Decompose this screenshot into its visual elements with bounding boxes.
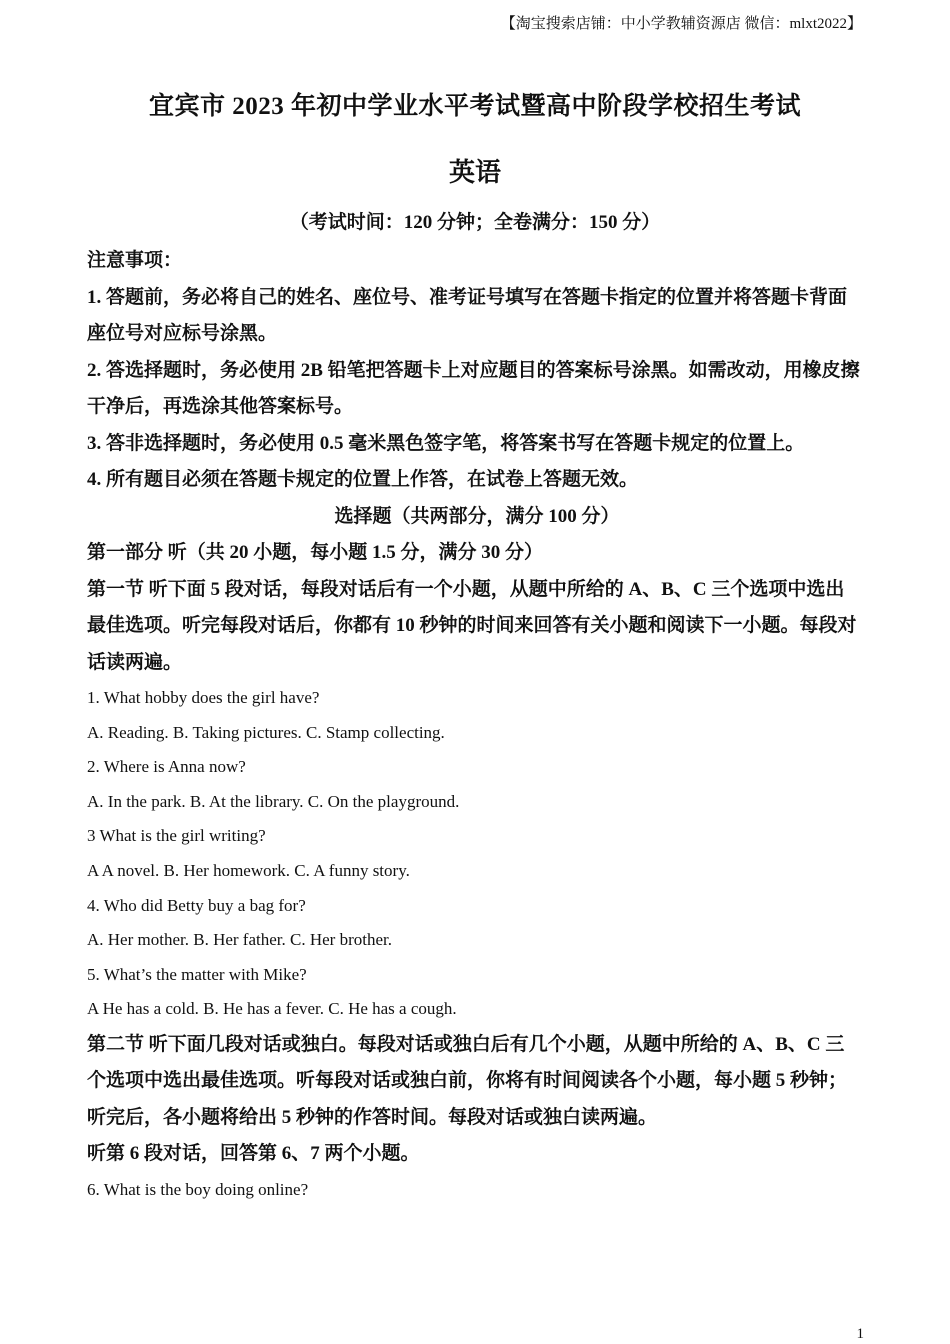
question-4: 4. Who did Betty buy a bag for? [87, 895, 306, 915]
notice-item-3: 3. 答非选择题时，务必使用 0.5 毫米黑色签字笔，将答案书写在答题卡规定的位置上。 [87, 432, 805, 454]
section2-instructions-line-1: 第二节 听下面几段对话或独白。每段对话或独白后有几个小题，从题中所给的 A、B、C 三 [87, 1033, 845, 1055]
exam-content [87, 243, 867, 1208]
notice-item-4: 4. 所有题目必须在答题卡规定的位置上作答，在试卷上答题无效。 [87, 469, 639, 490]
exam-info: （考试时间：120 分钟；全卷满分：150 分） [289, 212, 661, 233]
notice-item-2-line-1: 2. 答选择题时，务必使用 2B 铅笔把答题卡上对应题目的答案标号涂黑。如需改动，用橡皮擦 [87, 359, 860, 381]
question-3-options: A A novel. B. Her homework. C. A funny story. [87, 860, 410, 880]
notice-heading: 注意事项： [87, 250, 183, 271]
question-3: 3 What is the girl writing? [87, 826, 266, 846]
question-5: 5. What’s the matter with Mike? [87, 964, 307, 984]
question-5-options: A He has a cold. B. He has a fever. C. He has a cough. [87, 999, 457, 1019]
question-6: 6. What is the boy doing online? [87, 1179, 309, 1199]
page-number: 1 [856, 1326, 864, 1342]
section2-instructions-line-2: 个选项中选出最佳选项。听每段对话或独白前，你将有时间阅读各个小题，每小题 5 秒钟； [87, 1070, 848, 1092]
notice-item-1-line-2: 座位号对应标号涂黑。 [87, 323, 278, 344]
watermark-text: 【淘宝搜索店铺：中小学教辅资源店 微信：mlxt2022】 [500, 16, 862, 32]
notice-item-1-line-1: 1. 答题前，务必将自己的姓名、座位号、准考证号填写在答题卡指定的位置并将答题卡背面 [87, 286, 848, 308]
section2-instructions-line-3: 听完后，各小题将给出 5 秒钟的作答时间。每段对话或独白读两遍。 [87, 1106, 658, 1128]
question-1: 1. What hobby does the girl have? [87, 688, 320, 707]
question-2-options: A. In the park. B. At the library. C. On the playground. [87, 791, 460, 811]
part1-title: 第一部分 听（共 20 小题，每小题 1.5 分，满分 30 分） [87, 542, 544, 563]
section1-instructions-line-3: 话读两遍。 [87, 651, 183, 673]
notice-item-2-line-2: 干净后，再选涂其他答案标号。 [87, 396, 354, 417]
section1-instructions-line-1: 第一节 听下面 5 段对话，每段对话后有一个小题，从题中所给的 A、B、C 三个选项中选出 [87, 578, 845, 600]
section1-instructions-line-2: 最佳选项。听完每段对话后，你都有 10 秒钟的时间来回答有关小题和阅读下一小题。每段对 [87, 615, 857, 636]
choice-section-title: 选择题（共两部分，满分 100 分） [334, 505, 620, 527]
subject-title: 英语 [448, 158, 501, 187]
question-4-options: A. Her mother. B. Her father. C. Her brother. [87, 930, 392, 950]
dialog-6-instruction: 听第 6 段对话，回答第 6、7 两个小题。 [87, 1143, 420, 1165]
page-title: 宜宾市 2023 年初中学业水平考试暨高中阶段学校招生考试 [148, 93, 801, 120]
question-1-options: A. Reading. B. Taking pictures. C. Stamp collecting. [87, 722, 445, 742]
question-2: 2. Where is Anna now? [87, 757, 246, 777]
